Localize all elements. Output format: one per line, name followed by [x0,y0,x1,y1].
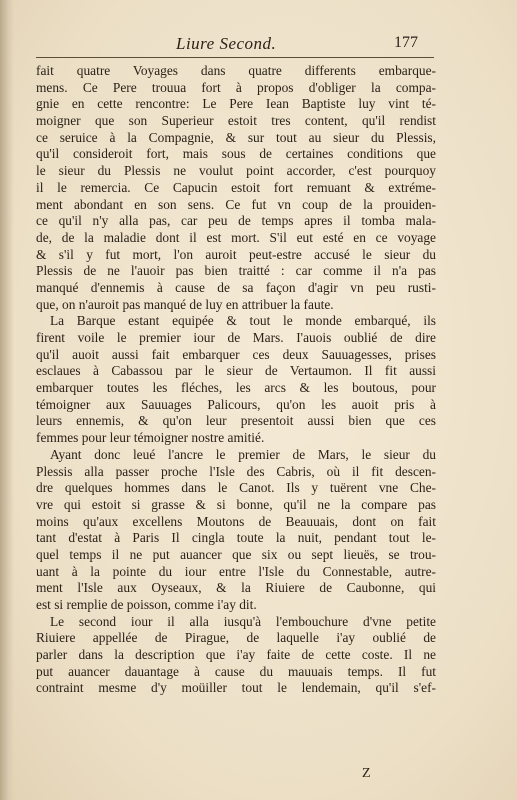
text-line: esclaues à Cabassou par le sieur de Vertaumon. Il fit aussi [36,363,436,379]
signature-mark: Z [362,766,371,781]
text-line: firent voile le premier iour de Mars. I'auois oublié de dire [36,330,436,345]
running-title: Liure Second. [176,34,277,53]
header-rule [36,57,434,58]
text-line: que, on n'auroit pas manqué de luy en attribuer la faute. [36,296,334,312]
text-line: ce qu'il n'y alla pas, car peu de temps apres il tomba mala- [36,213,436,229]
text-line: dre quelques hommes dans le Canot. Ils y tuërent vne Che- [36,480,436,496]
text-line: parler dans la description que i'ay faite de cette coste. Il ne [36,647,436,663]
text-line: mens. Ce Pere trouua fort à propos d'obliger la compa- [36,79,436,95]
text-line: Riuiere appellée de Pirague, de laquelle i'ay oublié de [36,630,436,646]
text-line: contraint mesme d'y moüiller tout le lendemain, qu'il s'ef- [36,680,436,696]
text-line: uant à la pointe du iour entre l'Isle du Connestable, autre- [36,563,436,579]
text-line: La Barque estant equipée & tout le monde embarqué, ils [50,313,436,329]
text-line: ment abondant en son sens. Ce fut vn coup de la prouiden- [36,196,436,212]
text-line: gnie en cette rencontre: Le Pere Iean Baptiste luy vint té- [36,96,436,112]
text-line: tant d'estat à Paris Il cingla toute la nuit, pendant tout le- [36,530,436,546]
binding-gutter [0,0,14,800]
body-text [36,63,436,697]
text-line: moins qu'aux excellens Moutons de Beauuais, dont on fait [36,513,436,529]
text-line: moigner que son Superieur estoit tres content, qu'il rendist [36,113,436,129]
text-line: le sieur du Plessis ne voulut point accorder, c'est pourquoy [36,163,436,179]
page-header [0,34,517,54]
page-number: 177 [394,34,418,51]
text-line: de, de la maladie dont il est mort. S'il eut esté en ce voyage [36,229,436,245]
text-line: témoigner aux Sauuages Palicours, qu'on les auoit pris à [36,396,436,412]
text-line: Plessis alla passer proche l'Isle des Cabris, où il fit descen- [36,463,436,479]
text-line: vre qui estoit si grasse & si bonne, qu'il ne la compare pas [36,496,436,512]
text-line: & s'il y fut mort, l'on auroit peut-estre accusé le sieur du [36,246,436,262]
text-line: quel temps il ne put auancer que six ou sept lieuës, se trou- [36,546,436,562]
text-line: Ayant donc leué l'ancre le premier de Mars, le sieur du [50,446,436,462]
text-line: il le remercia. Ce Capucin estoit fort remuant & extréme- [36,179,436,195]
text-line: qu'il auoit aussi fait embarquer ces deux Sauuagesses, prises [36,346,436,362]
text-line: ce seruice à la Compagnie, & sur tout au sieur du Plessis, [36,129,436,145]
text-line: Le second iour il alla iusqu'à l'embouchure d'vne petite [50,613,436,629]
text-line: Plessis de ne l'auoir pas bien traitté : car comme il n'a pas [36,263,436,279]
text-line: manqué d'ennemis à cause de sa façon d'agir vn peu rusti- [36,279,436,295]
text-line: fait quatre Voyages dans quatre differents embarque- [36,63,436,78]
text-line: est si remplie de poisson, comme i'ay dit. [36,597,257,612]
text-line: leurs ennemis, & qu'on leur presentoit aussi bien que ces [36,413,436,429]
text-line: put auancer dauantage à cause du mauuais temps. Il fut [36,663,436,679]
text-line: qu'il consideroit fort, mais sous de certaines conditions que [36,146,436,162]
text-line: femmes pour leur témoigner nostre amitié. [36,430,265,446]
text-line: ment l'Isle aux Oyseaux, & la Riuiere de Caubonne, qui [36,580,436,596]
text-line: embarquer toutes les fléches, les arcs & les boutous, pour [36,380,436,396]
